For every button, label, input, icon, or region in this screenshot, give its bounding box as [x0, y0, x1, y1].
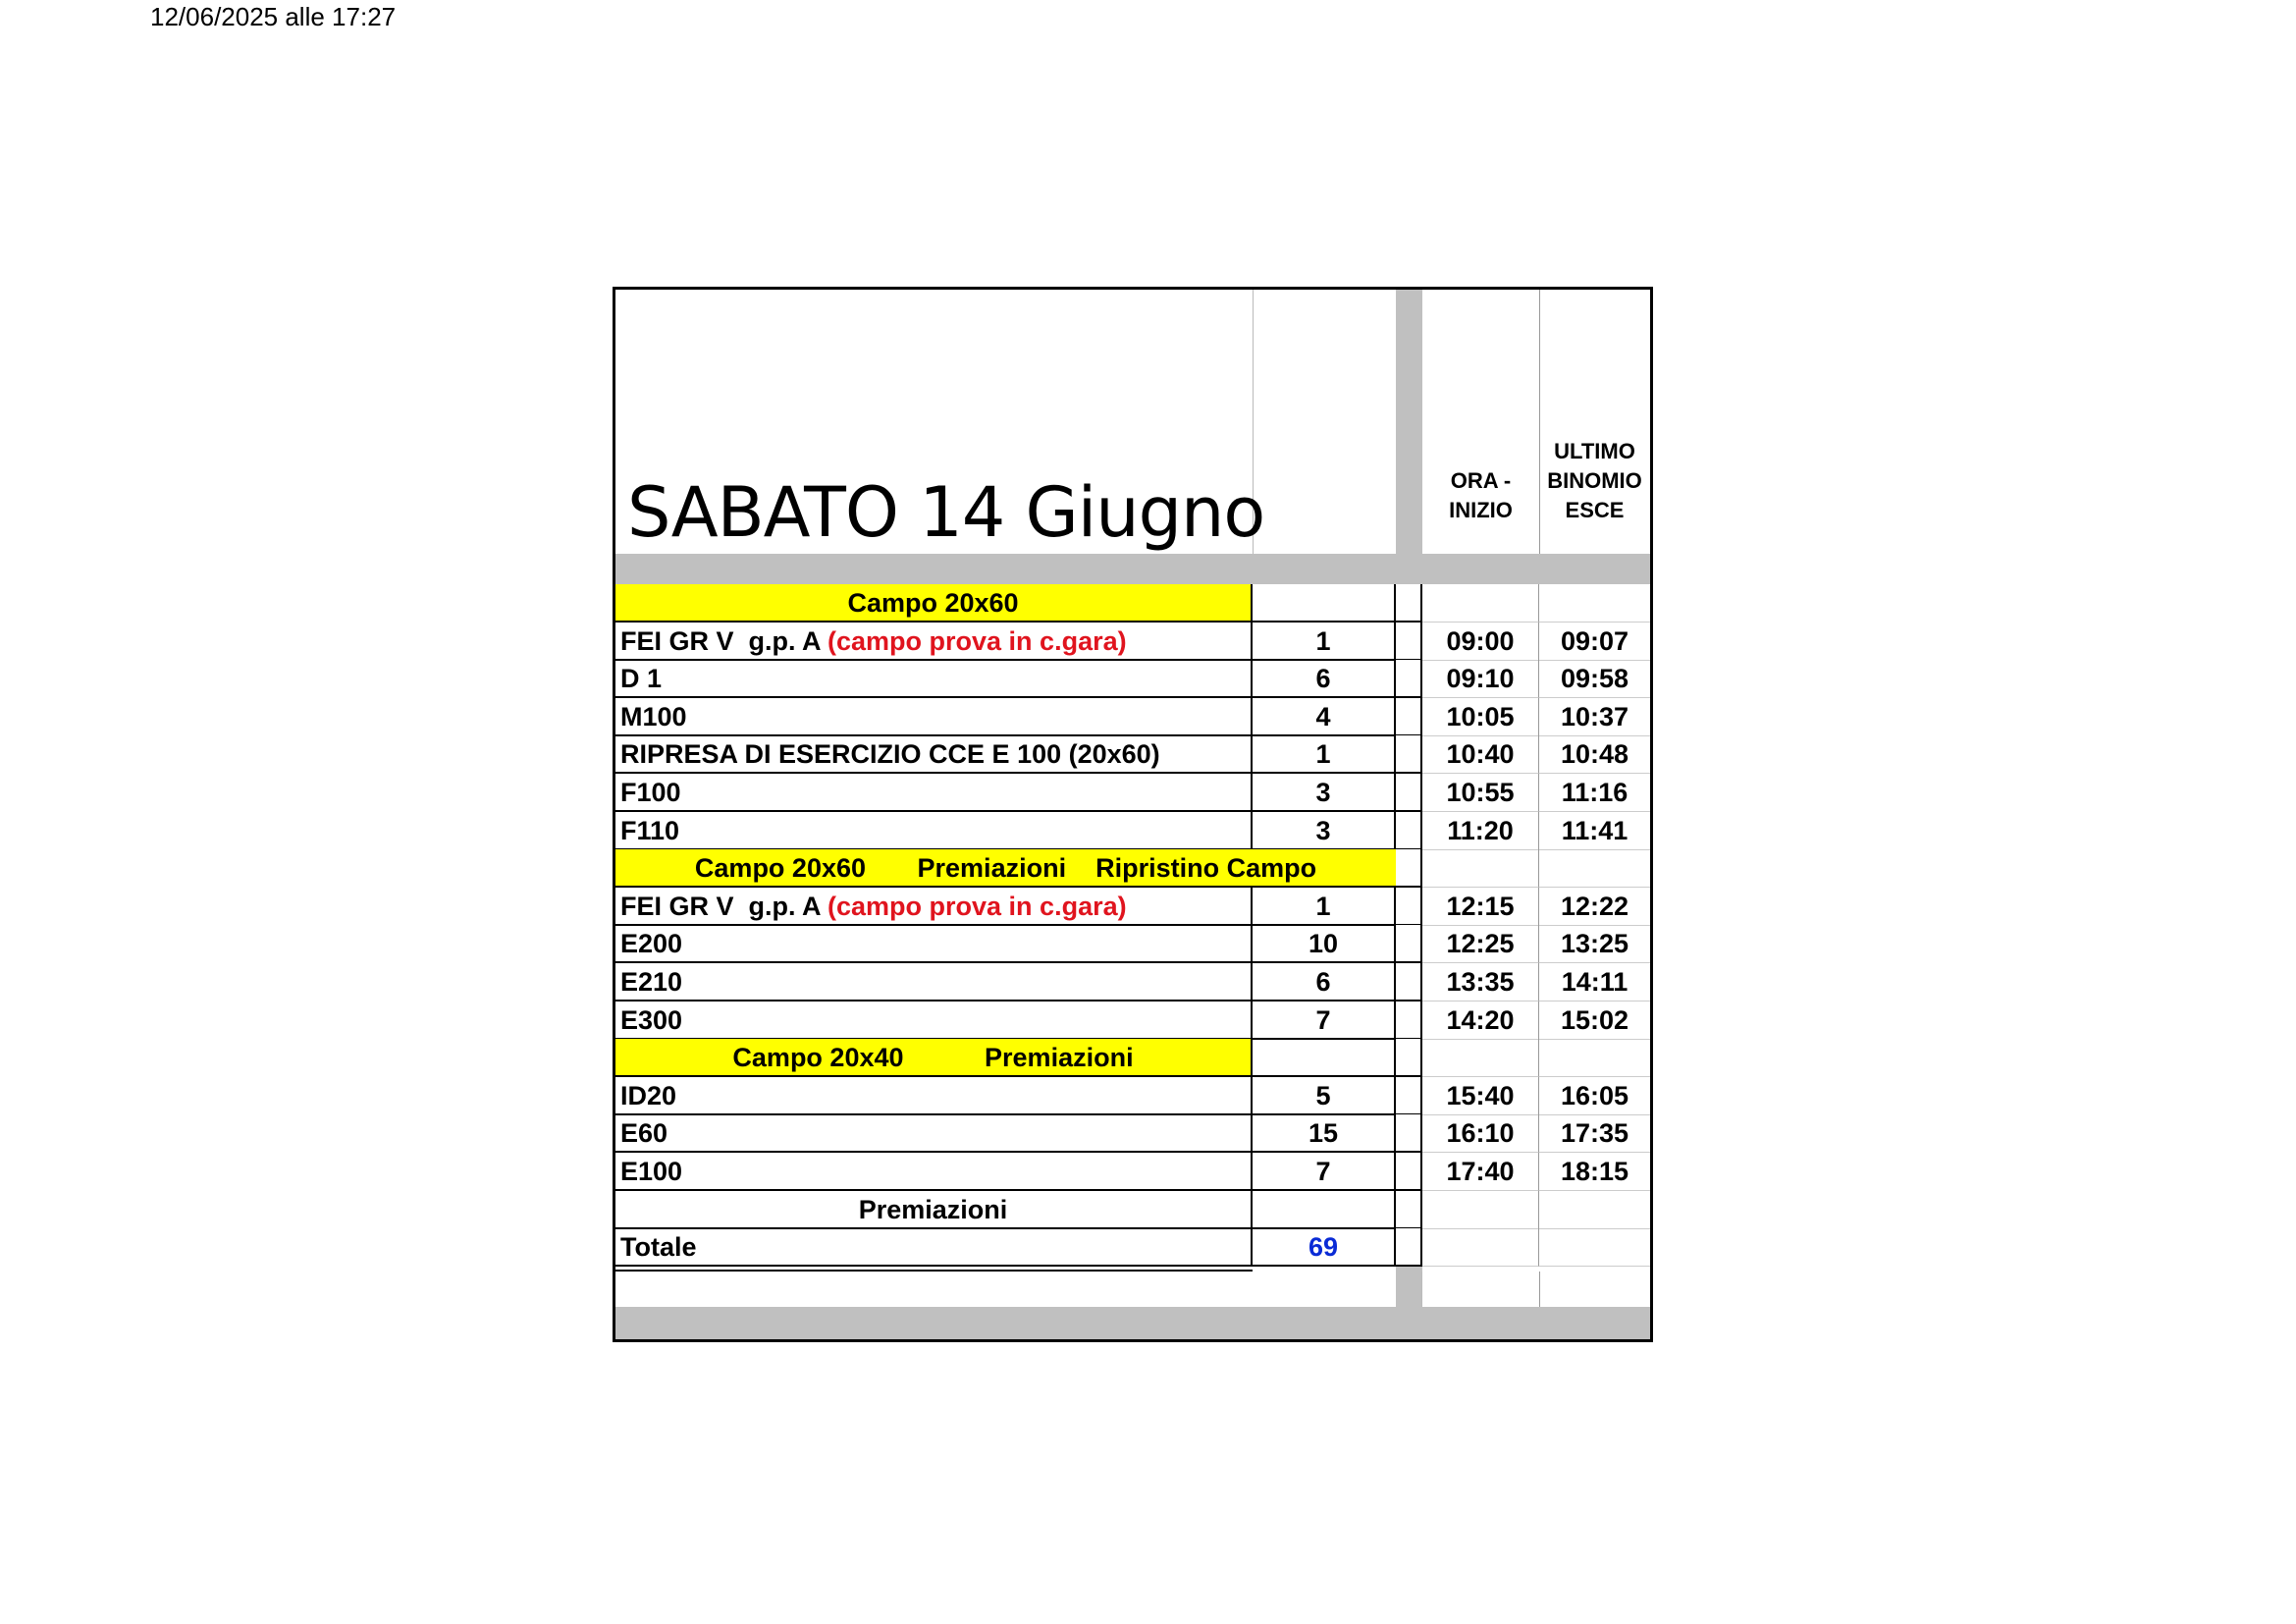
marker-cell	[1396, 1039, 1422, 1077]
entries-count: 4	[1253, 698, 1396, 736]
event-name-text: RIPRESA DI ESERCIZIO CCE E 100 (20x60)	[620, 739, 1160, 770]
schedule-row	[615, 735, 1650, 774]
schedule-row	[615, 1077, 1650, 1115]
start-time: 10:40	[1422, 735, 1539, 774]
section-label	[615, 584, 1253, 623]
marker-cell	[1396, 698, 1422, 736]
schedule-row	[615, 1114, 1650, 1153]
end-time: 17:35	[1539, 1114, 1650, 1153]
start-time: 14:20	[1422, 1001, 1539, 1040]
event-name-text: Totale	[620, 1232, 697, 1263]
page-title: SABATO 14 Giugno	[627, 472, 1265, 553]
event-note: (campo prova in c.gara)	[828, 625, 1127, 656]
marker-cell	[1396, 1153, 1422, 1191]
event-name	[615, 623, 1253, 661]
start-time: 12:15	[1422, 888, 1539, 926]
start-time: 10:55	[1422, 774, 1539, 812]
entries-count: 6	[1253, 963, 1396, 1001]
entries-count: 15	[1253, 1114, 1396, 1153]
end-time: 10:37	[1539, 698, 1650, 736]
start-time-header: ORA - INIZIO	[1449, 468, 1513, 522]
start-time: 11:20	[1422, 812, 1539, 850]
event-name	[615, 812, 1253, 850]
event-name	[615, 1153, 1253, 1191]
marker-cell	[1396, 1228, 1422, 1267]
marker-cell	[1396, 812, 1422, 850]
schedule-row	[615, 925, 1650, 963]
end-time	[1539, 1228, 1650, 1267]
event-name-text: F110	[620, 815, 680, 845]
entries-count: 3	[1253, 812, 1396, 850]
schedule-row	[615, 698, 1650, 736]
event-name-text: Campo 20x60	[847, 588, 1019, 618]
event-name-text: Campo 20x40 Premiazioni	[732, 1043, 1134, 1073]
entries-count: 3	[1253, 774, 1396, 812]
marker-cell	[1396, 849, 1422, 888]
event-name-text: E60	[620, 1118, 668, 1149]
end-time: 11:16	[1539, 774, 1650, 812]
entries-count: 7	[1253, 1001, 1396, 1040]
schedule-row	[615, 963, 1650, 1001]
start-time: 16:10	[1422, 1114, 1539, 1153]
total-count: 69	[1253, 1228, 1396, 1267]
entries-count	[1253, 1191, 1396, 1229]
section-label	[615, 1039, 1253, 1077]
event-name	[615, 1001, 1253, 1040]
event-name-text: M100	[620, 701, 687, 731]
end-time	[1539, 849, 1650, 888]
start-time: 17:40	[1422, 1153, 1539, 1191]
marker-cell	[1396, 888, 1422, 926]
end-time: 11:41	[1539, 812, 1650, 850]
event-name-text: E100	[620, 1157, 683, 1186]
grid-line	[615, 1270, 1253, 1272]
event-note: (campo prova in c.gara)	[828, 891, 1127, 921]
end-time: 12:22	[1539, 888, 1650, 926]
start-time: 13:35	[1422, 963, 1539, 1001]
event-name	[615, 698, 1253, 736]
event-name-text: Premiazioni	[858, 1194, 1008, 1224]
event-name	[615, 963, 1253, 1001]
event-name-text: ID20	[620, 1080, 677, 1110]
gray-header-band	[615, 554, 1650, 584]
event-name-text: F100	[620, 778, 681, 807]
end-time: 14:11	[1539, 963, 1650, 1001]
start-time	[1422, 849, 1539, 888]
start-time	[1422, 584, 1539, 623]
schedule-row	[615, 623, 1650, 661]
marker-cell	[1396, 925, 1422, 963]
end-time: 16:05	[1539, 1077, 1650, 1115]
start-time: 09:10	[1422, 660, 1539, 698]
marker-cell	[1396, 1077, 1422, 1115]
event-name-text: Campo 20x60 Premiazioni Ripristino Campo	[694, 853, 1317, 884]
marker-cell	[1396, 623, 1422, 661]
start-time	[1422, 1039, 1539, 1077]
event-name	[615, 1114, 1253, 1153]
schedule-row	[615, 1153, 1650, 1191]
event-name-text: FEI GR V g.p. A	[620, 891, 828, 921]
end-time	[1539, 1039, 1650, 1077]
entries-count: 10	[1253, 925, 1396, 963]
start-time: 15:40	[1422, 1077, 1539, 1115]
event-name-text: E300	[620, 1004, 683, 1035]
marker-cell	[1396, 660, 1422, 698]
grid-line	[1539, 1272, 1540, 1307]
schedule-row	[615, 660, 1650, 698]
schedule-row	[615, 1001, 1650, 1040]
event-name	[615, 1228, 1253, 1267]
event-name	[615, 925, 1253, 963]
gray-footer-band	[615, 1307, 1650, 1339]
schedule-row	[615, 774, 1650, 812]
section-label	[615, 849, 1396, 888]
end-time	[1539, 584, 1650, 623]
end-time: 10:48	[1539, 735, 1650, 774]
end-time: 18:15	[1539, 1153, 1650, 1191]
schedule-row	[615, 1191, 1650, 1229]
schedule-row	[615, 812, 1650, 850]
marker-cell	[1396, 1114, 1422, 1153]
grid-line	[1421, 1272, 1422, 1307]
end-time: 15:02	[1539, 1001, 1650, 1040]
marker-cell	[1396, 963, 1422, 1001]
event-name-text: E200	[620, 929, 683, 959]
start-time: 12:25	[1422, 925, 1539, 963]
end-time: 09:58	[1539, 660, 1650, 698]
entries-count	[1253, 1039, 1396, 1077]
section-row	[615, 1039, 1650, 1077]
entries-count: 1	[1253, 735, 1396, 774]
event-name-text: D 1	[620, 664, 663, 694]
schedule-row	[615, 888, 1650, 926]
section-row	[615, 849, 1650, 888]
event-name	[615, 735, 1253, 774]
entries-count: 6	[1253, 660, 1396, 698]
last-pair-header: ULTIMO BINOMIO ESCE	[1547, 439, 1642, 522]
entries-count: 5	[1253, 1077, 1396, 1115]
event-name	[615, 774, 1253, 812]
end-time: 13:25	[1539, 925, 1650, 963]
start-time: 09:00	[1422, 623, 1539, 661]
entries-count	[1253, 584, 1396, 623]
marker-cell	[1396, 735, 1422, 774]
print-timestamp: 12/06/2025 alle 17:27	[150, 2, 397, 31]
total-row	[615, 1228, 1650, 1267]
event-name	[615, 660, 1253, 698]
start-time	[1422, 1228, 1539, 1267]
entries-count: 7	[1253, 1153, 1396, 1191]
marker-cell	[1396, 774, 1422, 812]
marker-cell	[1396, 1001, 1422, 1040]
entries-count: 1	[1253, 888, 1396, 926]
section-row	[615, 584, 1650, 623]
schedule-sheet	[613, 287, 1653, 1342]
entries-count: 1	[1253, 623, 1396, 661]
event-name	[615, 1191, 1253, 1229]
event-name	[615, 888, 1253, 926]
start-time: 10:05	[1422, 698, 1539, 736]
end-time	[1539, 1191, 1650, 1229]
end-time: 09:07	[1539, 623, 1650, 661]
marker-cell	[1396, 584, 1422, 623]
start-time	[1422, 1191, 1539, 1229]
event-name-text: E210	[620, 967, 683, 997]
event-name	[615, 1077, 1253, 1115]
event-name-text: FEI GR V g.p. A	[620, 625, 828, 656]
marker-cell	[1396, 1191, 1422, 1229]
